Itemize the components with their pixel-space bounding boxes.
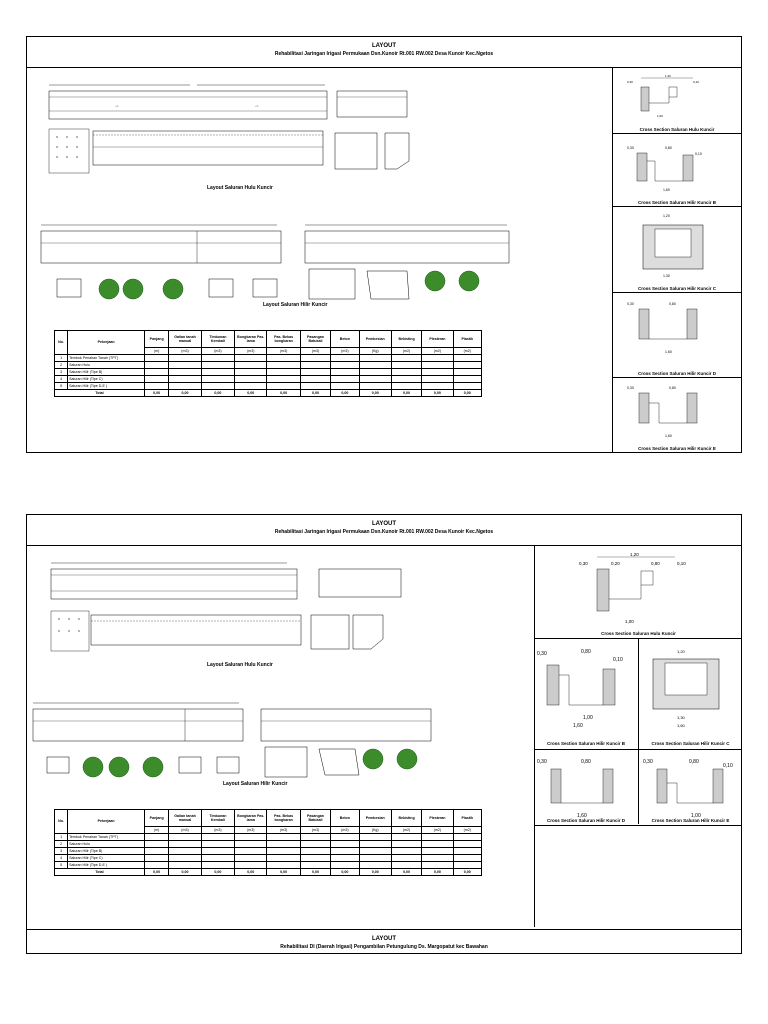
tree-cluster-2 — [423, 269, 503, 299]
total-cell: 0,00 — [267, 869, 300, 876]
total-cell: 0,00 — [300, 869, 330, 876]
sheet-title: LAYOUT — [371, 43, 397, 49]
tree-cluster-1 — [97, 277, 197, 307]
unit-cell: (m2) — [422, 348, 453, 355]
unit-cell: (m3) — [201, 348, 234, 355]
unit-cell: (m3) — [267, 827, 300, 834]
cross-section-caption: Cross Section Saluran Hilir Kuncir D — [637, 371, 717, 376]
layout-hulu-label: Layout Saluran Hulu Kuncir — [207, 662, 273, 668]
dim-label: 1,20 — [630, 552, 639, 557]
unit-cell: (m3) — [169, 827, 201, 834]
unit-cell: (m3) — [169, 348, 201, 355]
total-cell: 0,00 — [331, 869, 359, 876]
table-row — [55, 841, 482, 848]
dim-label: 0,80 — [651, 561, 660, 566]
row-no: 3 — [55, 369, 68, 376]
cross-section-d-drawing — [537, 755, 637, 825]
cross-section-e-drawing — [643, 755, 743, 825]
section-divider — [534, 546, 535, 927]
cross-section-b-drawing — [625, 141, 735, 201]
unit-cell: (m3) — [300, 348, 330, 355]
th-no: No. — [55, 810, 68, 834]
cross-section-caption: Cross Section Saluran Hilir Kuncir B — [546, 741, 626, 746]
cross-section-c-drawing — [633, 209, 733, 285]
total-cell: 0,00 — [422, 390, 453, 397]
section-divider — [612, 292, 741, 293]
th-timbunan: Timbunan Kembali — [201, 331, 234, 348]
row-no: 4 — [55, 855, 68, 862]
total-cell: 0,00 — [453, 390, 481, 397]
th-pasangan: Pasangan Batukali — [300, 331, 330, 348]
dim-label: 0,10 — [613, 657, 623, 663]
total-cell: 0,00 — [359, 390, 391, 397]
th-plesteran: Plesteran — [422, 810, 453, 827]
row-no: 2 — [55, 841, 68, 848]
unit-cell: (m2) — [453, 348, 481, 355]
total-cell: 0,00 — [235, 869, 267, 876]
dim-label: 0,10 — [677, 561, 686, 566]
drawing-sheet-2 — [26, 514, 742, 954]
cross-section-caption: Cross Section Saluran Hulu Kuncir — [639, 127, 715, 132]
dim-label: 1,00 — [657, 114, 663, 118]
unit-cell: (m) — [145, 348, 169, 355]
sheet-title: LAYOUT — [371, 521, 397, 527]
row-name: Saluran Hilir (Tipe B) — [68, 848, 145, 855]
dim-label: 1,60 — [665, 350, 672, 354]
total-cell: 0,00 — [391, 390, 421, 397]
total-cell: 0,00 — [331, 390, 359, 397]
th-pembesian: Pembesian — [359, 331, 391, 348]
table-row — [55, 362, 482, 369]
drawing-sheet-1 — [26, 36, 742, 453]
quantity-table — [54, 809, 482, 876]
dim-label: 0,20 — [611, 561, 620, 566]
unit-cell: (m3) — [331, 827, 359, 834]
dim-label: 0,30 — [627, 302, 634, 306]
sheet-subtitle: Rehabilitasi Jaringan Irigasi Permukaan Dsn.Kunoir Rt.001 RW.002 Desa Kunoir Kec.Ngetos — [274, 51, 494, 57]
dim-label: 0,30 — [579, 561, 588, 566]
unit-cell: (m3) — [331, 348, 359, 355]
cross-section-caption: Cross Section Saluran Hilir Kuncir C — [637, 286, 717, 291]
th-pas-bekas: Pas. Bekas bongkaran — [267, 331, 300, 348]
row-name: Saluran Hulu — [68, 362, 145, 369]
table-row — [55, 848, 482, 855]
dim-label: 1,60 — [663, 188, 670, 192]
sheet-subtitle: Rehabilitasi Jaringan Irigasi Permukaan Dsn.Kunoir Rt.001 RW.002 Desa Kunoir Kec.Ngetos — [274, 529, 494, 535]
unit-cell: (m3) — [235, 827, 267, 834]
th-no: No. — [55, 331, 68, 355]
total-label: Total — [55, 869, 145, 876]
th-bekisting: Bekisting — [391, 331, 421, 348]
unit-cell: (m3) — [300, 827, 330, 834]
svg-text:~>: ~> — [115, 104, 119, 108]
row-no: 1 — [55, 355, 68, 362]
dim-label: 1,00 — [691, 813, 701, 819]
total-cell: 0,00 — [391, 869, 421, 876]
dim-label: 1,20 — [663, 214, 670, 218]
layout-hulu-drawing — [47, 559, 447, 669]
sheet-subtitle: Rehabilitasi DI (Daerah Irigasi) Pengambilan Petungulung Ds. Margopatut kec Bawahan — [280, 944, 488, 950]
dim-label: 1,60 — [665, 434, 672, 438]
th-pembesian: Pembesian — [359, 810, 391, 827]
row-name: Saluran Hilir (Tipe C) — [68, 855, 145, 862]
unit-cell: (Kg) — [359, 348, 391, 355]
row-name: Tembok Penahan Tanah (TPT) — [68, 355, 145, 362]
row-name: Saluran Hilir (Tipe D-E ) — [68, 383, 145, 390]
cross-section-d-drawing — [625, 297, 735, 367]
cross-section-c-drawing — [643, 645, 743, 735]
row-no: 2 — [55, 362, 68, 369]
th-plastik: Plastik — [453, 810, 481, 827]
layout-hulu-drawing — [45, 81, 445, 191]
dim-label: 1,60 — [677, 723, 685, 728]
section-divider — [612, 68, 613, 452]
cross-section-caption: Cross Section Saluran Hilir Kuncir E — [651, 818, 730, 823]
unit-cell: (m) — [145, 827, 169, 834]
dim-label: 1,60 — [573, 723, 583, 729]
sheet-header — [27, 515, 741, 546]
th-pasangan: Pasangan Batukali — [300, 810, 330, 827]
dim-label: 0,10 — [695, 152, 702, 156]
dim-label: 0,80 — [669, 386, 676, 390]
table-row — [55, 862, 482, 869]
section-divider — [612, 206, 741, 207]
total-cell: 0,00 — [267, 390, 300, 397]
tree-cluster-1 — [81, 755, 181, 785]
cross-section-e-drawing — [625, 381, 735, 451]
th-panjang: Panjang — [145, 810, 169, 827]
dim-label: 0,30 — [537, 651, 547, 657]
total-cell: 0,00 — [169, 390, 201, 397]
total-cell: 0,00 — [300, 390, 330, 397]
row-no: 5 — [55, 383, 68, 390]
dim-label: 0,10 — [723, 763, 733, 769]
unit-cell: (m3) — [235, 348, 267, 355]
row-no: 3 — [55, 848, 68, 855]
unit-cell: (m2) — [422, 827, 453, 834]
table-row — [55, 855, 482, 862]
th-timbunan: Timbunan Kembali — [201, 810, 234, 827]
th-galian: Galian tanah manual — [169, 331, 201, 348]
layout-hilir-label: Layout Saluran Hilir Kuncir — [263, 302, 328, 308]
total-row — [55, 390, 482, 397]
row-name: Tembok Penahan Tanah (TPT) — [68, 834, 145, 841]
dim-label: 0,80 — [665, 146, 672, 150]
section-divider — [612, 377, 741, 378]
dim-label: 1,30 — [677, 715, 685, 720]
dim-label: 0,80 — [581, 759, 591, 765]
dim-label: 1,00 — [583, 715, 593, 721]
table-row — [55, 376, 482, 383]
cross-section-hulu-drawing — [627, 73, 727, 129]
section-divider — [534, 825, 741, 826]
next-sheet-header — [27, 935, 741, 951]
th-galian: Galian tanah manual — [169, 810, 201, 827]
table-row — [55, 834, 482, 841]
row-name: Saluran Hilir (Tipe D-E ) — [68, 862, 145, 869]
unit-cell: (m2) — [391, 827, 421, 834]
dim-label: 0,30 — [537, 759, 547, 765]
row-name: Saluran Hilir (Tipe B) — [68, 369, 145, 376]
th-bongkaran: Bongkaran Pas. lama — [235, 331, 267, 348]
svg-text:~>: ~> — [255, 104, 259, 108]
dim-label: 0,30 — [627, 146, 634, 150]
total-cell: 0,00 — [201, 390, 234, 397]
unit-cell: (m3) — [201, 827, 234, 834]
total-cell: 0,00 — [201, 869, 234, 876]
cross-section-caption: Cross Section Saluran Hilir Kuncir C — [651, 741, 730, 746]
table-row — [55, 383, 482, 390]
total-cell: 0,00 — [145, 390, 169, 397]
total-label: Total — [55, 390, 145, 397]
dim-label: 1,60 — [577, 813, 587, 819]
layout-hulu-label: Layout Saluran Hulu Kuncir — [207, 185, 273, 191]
total-cell: 0,00 — [169, 869, 201, 876]
total-cell: 0,00 — [453, 869, 481, 876]
th-beton: Beton — [331, 331, 359, 348]
dim-label: 0,80 — [581, 649, 591, 655]
th-plastik: Plastik — [453, 331, 481, 348]
dim-label: 0,80 — [669, 302, 676, 306]
unit-cell: (m2) — [453, 827, 481, 834]
row-name: Saluran Hulu — [68, 841, 145, 848]
section-divider — [612, 133, 741, 134]
sheet-header — [27, 37, 741, 68]
total-cell: 0,00 — [359, 869, 391, 876]
th-plesteran: Plesteran — [422, 331, 453, 348]
table-row — [55, 355, 482, 362]
unit-cell: (m2) — [391, 348, 421, 355]
unit-cell: (Kg) — [359, 827, 391, 834]
cross-section-b-drawing — [537, 645, 637, 735]
total-cell: 0,00 — [422, 869, 453, 876]
layout-hilir-label: Layout Saluran Hilir Kuncir — [223, 781, 288, 787]
cross-section-caption: Cross Section Saluran Hulu Kuncir — [601, 631, 676, 636]
th-bongkaran: Bongkaran Pas. lama — [235, 810, 267, 827]
section-divider — [27, 929, 741, 930]
unit-cell: (m3) — [267, 348, 300, 355]
row-no: 5 — [55, 862, 68, 869]
dim-label: 1,20 — [677, 649, 685, 654]
dim-label: 1,00 — [625, 619, 634, 624]
cross-section-caption: Cross Section Saluran Hilir Kuncir B — [637, 200, 717, 205]
cross-section-caption: Cross Section Saluran Hilir Kuncir D — [546, 818, 626, 823]
th-pas-bekas: Pas. Bekas bongkaran — [267, 810, 300, 827]
table-row — [55, 369, 482, 376]
dim-label: 0,30 — [627, 80, 633, 84]
dim-label: 0,30 — [643, 759, 653, 765]
total-cell: 0,00 — [235, 390, 267, 397]
dim-label: 1,30 — [663, 274, 670, 278]
sheet-title: LAYOUT — [371, 936, 397, 942]
dim-label: 0,80 — [689, 759, 699, 765]
total-cell: 0,00 — [145, 869, 169, 876]
th-bekisting: Bekisting — [391, 810, 421, 827]
row-no: 1 — [55, 834, 68, 841]
cross-section-caption: Cross Section Saluran Hilir Kuncir E — [638, 446, 716, 451]
total-row — [55, 869, 482, 876]
row-name: Saluran Hilir (Tipe C) — [68, 376, 145, 383]
tree-cluster-2 — [361, 747, 431, 777]
th-pekerjaan: Pekerjaan — [68, 331, 145, 355]
cross-section-hulu-drawing — [575, 551, 715, 631]
dim-label: 1,20 — [665, 74, 671, 78]
th-pekerjaan: Pekerjaan — [68, 810, 145, 834]
row-no: 4 — [55, 376, 68, 383]
dim-label: 0,30 — [627, 386, 634, 390]
dim-label: 0,10 — [693, 80, 699, 84]
section-divider — [638, 638, 639, 824]
th-panjang: Panjang — [145, 331, 169, 348]
th-beton: Beton — [331, 810, 359, 827]
quantity-table — [54, 330, 482, 397]
